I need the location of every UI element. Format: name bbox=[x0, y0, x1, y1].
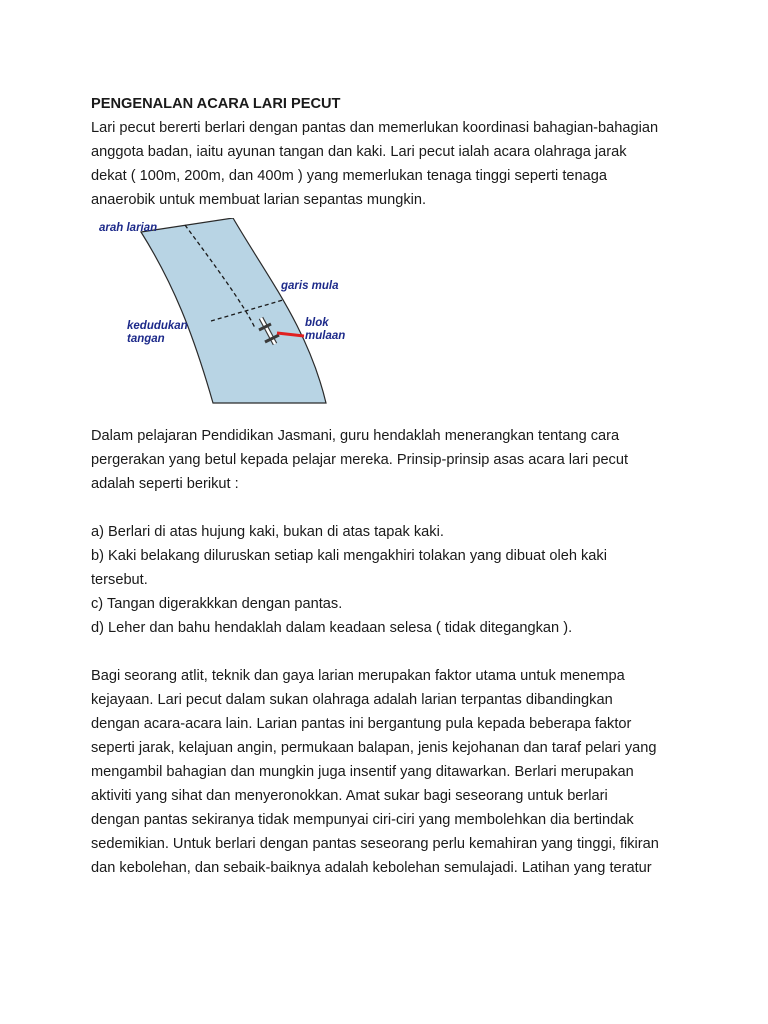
athlete-paragraph bbox=[91, 664, 691, 880]
paragraph-line: aktiviti yang sihat dan menyeronokkan. Amat sukar bagi seseorang untuk berlari bbox=[91, 788, 608, 804]
list-item: a) Berlari di atas hujung kaki, bukan di atas tapak kaki. bbox=[91, 524, 444, 540]
paragraph-line: pergerakan yang betul kepada pelajar mereka. Prinsip-prinsip asas acara lari pecut bbox=[91, 452, 629, 468]
paragraph-line: sedemikian. Untuk berlari dengan pantas seseorang perlu kemahiran yang tinggi, fikiran bbox=[91, 836, 659, 852]
label-arah-larian: arah larian bbox=[99, 222, 158, 234]
label-mulaan: mulaan bbox=[305, 330, 346, 342]
list-item: c) Tangan digerakkkan dengan pantas. bbox=[91, 596, 343, 612]
document-title: PENGENALAN ACARA LARI PECUT bbox=[91, 96, 341, 112]
paragraph-spacer bbox=[91, 496, 691, 520]
sprint-track-diagram bbox=[93, 218, 373, 414]
track-lane bbox=[141, 218, 326, 403]
paragraph-line: mengambil bahagian dan mungkin juga insentif yang ditawarkan. Berlari merupakan bbox=[91, 764, 634, 780]
curved-track-illustration bbox=[93, 218, 373, 414]
paragraph-spacer bbox=[91, 640, 691, 664]
list-item: d) Leher dan bahu hendaklah dalam keadaan selesa ( tidak ditegangkan ). bbox=[91, 620, 573, 636]
paragraph-line: Bagi seorang atlit, teknik dan gaya larian merupakan faktor utama untuk menempa bbox=[91, 668, 625, 684]
paragraph-line: dengan pantas sekiranya tidak mempunyai ciri-ciri yang membolehkan dia bertindak bbox=[91, 812, 634, 828]
list-item: b) Kaki belakang diluruskan setiap kali mengakhiri tolakan yang dibuat oleh kaki bbox=[91, 548, 607, 564]
principles-paragraph bbox=[91, 424, 691, 496]
paragraph-line: seperti jarak, kelajuan angin, permukaan balapan, jenis kejohanan dan taraf pelari yang bbox=[91, 740, 657, 756]
label-blok: blok bbox=[305, 317, 329, 329]
paragraph-line: dan kebolehan, dan sebaik-baiknya adalah kebolehan semulajadi. Latihan yang teratur bbox=[91, 860, 652, 876]
document-page bbox=[91, 92, 691, 880]
paragraph-line: anaerobik untuk membuat larian sepantas mungkin. bbox=[91, 192, 427, 208]
label-tangan: tangan bbox=[127, 333, 165, 345]
list-item-continuation: tersebut. bbox=[91, 572, 148, 588]
paragraph-line: anggota badan, iaitu ayunan tangan dan kaki. Lari pecut ialah acara olahraga jarak bbox=[91, 144, 627, 160]
paragraph-line: adalah seperti berikut : bbox=[91, 476, 239, 492]
paragraph-line: Lari pecut bererti berlari dengan pantas dan memerlukan koordinasi bahagian-bahagian bbox=[91, 120, 659, 136]
label-kedudukan: kedudukan bbox=[127, 320, 188, 332]
paragraph-line: dekat ( 100m, 200m, dan 400m ) yang memerlukan tenaga tinggi seperti tenaga bbox=[91, 168, 607, 184]
paragraph-line: dengan acara-acara lain. Larian pantas ini bergantung pula kepada beberapa faktor bbox=[91, 716, 632, 732]
intro-paragraph bbox=[91, 116, 691, 212]
label-garis-mula: garis mula bbox=[281, 280, 339, 292]
paragraph-line: kejayaan. Lari pecut dalam sukan olahraga adalah larian terpantas dibandingkan bbox=[91, 692, 613, 708]
paragraph-line: Dalam pelajaran Pendidikan Jasmani, guru hendaklah menerangkan tentang cara bbox=[91, 428, 620, 444]
principles-list bbox=[91, 520, 691, 640]
